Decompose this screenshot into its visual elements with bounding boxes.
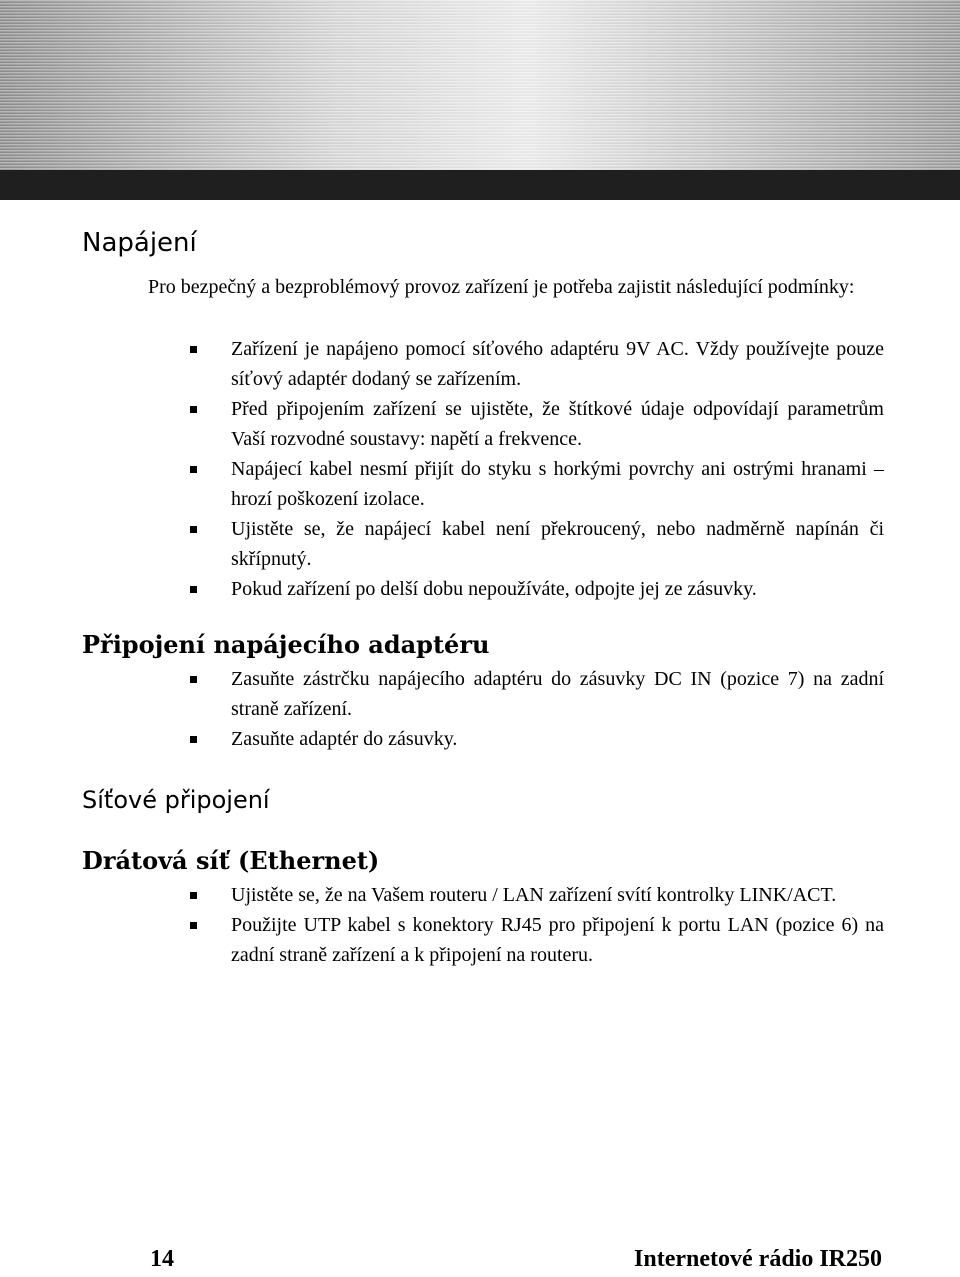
list-item: Ujistěte se, že na Vašem routeru / LAN zařízení svítí kontrolky LINK/ACT. — [0, 880, 884, 910]
power-intro: Pro bezpečný a bezproblémový provoz zařízení je potřeba zajistit následující podmínky: — [148, 276, 855, 298]
bullet-icon — [190, 736, 197, 743]
list-item: Napájecí kabel nesmí přijít do styku s horkými povrchy ani ostrými hranami – hrozí poškození izolace. — [0, 454, 884, 514]
page-number: 14 — [150, 1246, 174, 1272]
bullet-icon — [190, 922, 197, 929]
list-item: Před připojením zařízení se ujistěte, že štítkové údaje odpovídají parametrům Vaší rozvodné soustavy: napětí a frekvence. — [0, 394, 884, 454]
adapter-list — [0, 664, 960, 754]
heading-network: Síťové připojení — [82, 786, 270, 814]
heading-power: Napájení — [82, 228, 197, 258]
bullet-icon — [190, 526, 197, 533]
list-item: Zasuňte zástrčku napájecího adaptéru do zásuvky DC IN (pozice 7) na zadní straně zařízení. — [0, 664, 884, 724]
product-name: Internetové rádio IR250 — [634, 1246, 882, 1272]
header-bar — [0, 170, 960, 200]
power-list — [0, 334, 960, 604]
bullet-icon — [190, 406, 197, 413]
bullet-icon — [190, 346, 197, 353]
bullet-icon — [190, 586, 197, 593]
list-item: Zasuňte adaptér do zásuvky. — [0, 724, 884, 754]
heading-ethernet: Drátová síť (Ethernet) — [82, 846, 380, 875]
header-banner — [0, 0, 960, 170]
list-item: Pokud zařízení po delší dobu nepoužíváte, odpojte jej ze zásuvky. — [0, 574, 884, 604]
bullet-icon — [190, 892, 197, 899]
ethernet-list — [0, 880, 960, 970]
list-item: Použijte UTP kabel s konektory RJ45 pro připojení k portu LAN (pozice 6) na zadní straně zařízení a k připojení na routeru. — [0, 910, 884, 970]
list-item: Ujistěte se, že napájecí kabel není překroucený, nebo nadměrně napínán či skřípnutý. — [0, 514, 884, 574]
bullet-icon — [190, 676, 197, 683]
bullet-icon — [190, 466, 197, 473]
heading-adapter: Připojení napájecího adaptéru — [82, 630, 490, 659]
list-item: Zařízení je napájeno pomocí síťového adaptéru 9V AC. Vždy používejte pouze síťový adaptér dodaný se zařízením. — [0, 334, 884, 394]
